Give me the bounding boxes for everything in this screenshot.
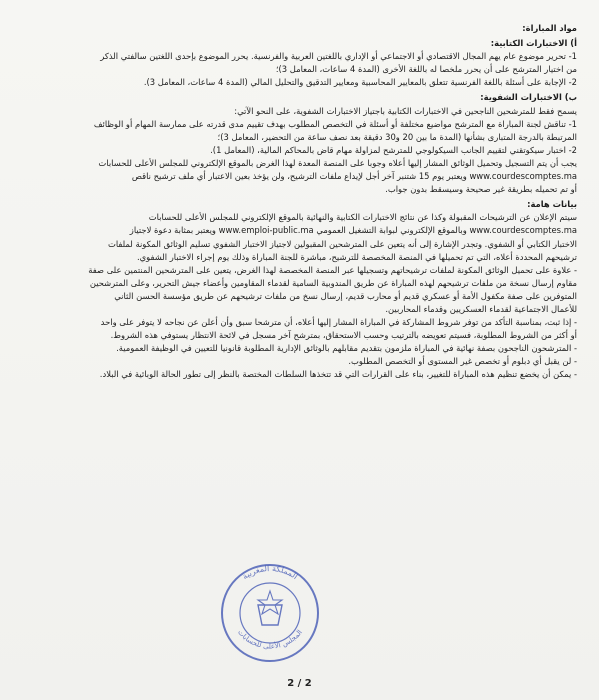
paragraph-line: المتوفرين على صفة مكفول الأمة أو عسكري قديم أو محارب قديم، إرسال نسخ من ملفات ترشيحهم عن طريق مؤسسة الحسن الثاني [114,290,577,301]
section-heading: ب) الاختبارات الشفوية: [480,92,577,103]
paragraph-line: من اختيار المترشح على أن يحرر ملخصا له باللغة الأخرى (المدة 4 ساعات، المعامل 3)؛ [275,64,577,75]
paragraph-line: المرتبطة بالدرجة المتبارى بشأنها (المدة ما بين 20 و30 دقيقة بعد نصف ساعة من التحضير، المعامل 3)؛ [217,131,577,142]
paragraph-line: www.courdescomptes.ma وبالموقع الإلكتروني لبوابة التشغيل العمومي www.emploi-public.ma ويعتبر بمثابة دعوة لاجتياز [129,225,577,236]
section-heading: مواد المباراة: [522,23,577,33]
document-body [22,22,577,382]
svg-text:المملكة المغربية [241,564,300,581]
paragraph-line: - يمكن أن يخضع تنظيم هذه المباراة للتغيير، بناء على القرارات التي قد تتخذها السلطات المختصة بالنظر إلى تطور الحالة الوبائية في البلاد. [99,369,577,380]
paragraph-line: - علاوة على تحميل الوثائق المكونة لملفات ترشيحاتهم وتسجيلها عبر المنصة المخصصة لهذا الغرض، يتعين على المترشحين المنتمين على صفة [88,264,577,275]
paragraph-line: 2- اختبار سيكوتقني لتقييم الجانب السيكولوجي للمترشح لمزاولة مهام قاض بالمحاكم المالية، (المعامل 1). [210,144,577,155]
paragraph-line: مقاوم إرسال نسخة من ملفات ترشيحهم لهذه المباراة عن طريق المندوبية السامية لقدماء المقاومين وأعضاء جيش التحرير، وعلى المترشحين [89,277,577,288]
section-heading: بيانات هامة: [527,199,577,210]
section-heading: أ) الاختبارات الكتابية: [490,38,577,49]
paragraph-line: أو أكثر من الشروط المطلوبة، فسيتم تعويضه بالترتيب وحسب الاستحقاق، بمترشح آخر مسجل في لائحة الانتظار يستوفي هذه الشروط. [110,330,577,341]
paragraph-line: سيتم الإعلان عن الترشيحات المقبولة وكذا عن نتائج الاختبارات الكتابية والنهائية بالموقع الإلكتروني للمجلس الأعلى للحسابات [148,212,577,223]
paragraph-line: 1- تحرير موضوع عام يهم المجال الاقتصادي أو الاجتماعي أو الإداري باللغتين العربية والفرنسية. يحرر الموضوع بإحدى اللغتين سالفتي الذكر [100,51,577,62]
paragraph-line: - المترشحون الناجحون بصفة نهائية في المباراة ملزمون بتقديم مقابلهم بالوثائق الإدارية المطلوبة قانونيا للتعيين في الوظيفة العمومية. [116,343,577,354]
paragraph-line: ترشيحهم المحددة أعلاه، التي تم تحميلها في المنصة المخصصة للترشيح، مباشرة للجنة المباراة وذلك يوم إجراء الاختبار الشفوي. [136,251,577,262]
paragraph-line: 1- تناقش لجنة المباراة مع المترشح مواضيع مختلفة أو أسئلة في التخصص المطلوب بهدف تقييم مدى قدرته على ممارسة المهام أو الوظائف [93,118,577,129]
paragraph-line: للأعمال الاجتماعية لقدماء العسكريين وقدماء المحاربين. [385,303,577,314]
seal-text-bottom: المجلس الأعلى للحسابات [236,628,304,651]
paragraph-line: - إذا ثبت، بمناسبة التأكد من توفر شروط المشاركة في المباراة المشار إليها أعلاه، أن مترشحا سبق وأن أعلن عن نجاحه لا يتوفر على واحد [100,317,577,328]
paragraph-line: يجب أن يتم التسجيل وتحميل الوثائق المشار إليها أعلاه وجوبا على المنصة المعدة لهذا الغرض بالموقع الإلكتروني للمجلس الأعلى للحسابات [98,157,577,168]
paragraph-line: www.courdescomptes.ma ويعتبر يوم 15 شتنبر آخر أجل لإيداع ملفات الترشيح، ولن يؤخذ بعين الاعتبار أي ملف ترشيح ناقص [131,171,577,182]
paragraph-line: أو تم تحميله بطريقة غير صحيحة وسيسقط بدون جواب. [385,184,577,195]
paragraph-line: يسمح فقط للمترشحين الناجحين في الاختبارات الكتابية باجتياز الاختبارات الشفوية، على النحو الآتي: [234,105,577,116]
paragraph-line: الاختبار الكتابي أو الشفوي. وتجدر الإشارة إلى أنه يتعين على المترشحين المقبولين لاجتياز الاختبار الشفوي تسليم الوثائق المكونة لملفات [107,238,577,249]
paragraph-line: - لن يقبل أي دبلوم أو تخصص غير المستوى أو التخصص المطلوب. [348,356,577,367]
seal-text-top: المملكة المغربية [240,563,300,582]
official-seal [210,555,330,665]
paragraph-line: 2- الإجابة على أسئلة باللغة الفرنسية تتعلق بالمعايير المحاسبية ومعايير التدقيق والتحليل المالي (المدة 4 ساعات، المعامل 3). [143,77,577,88]
page-number: 2 / 2 [287,678,312,689]
